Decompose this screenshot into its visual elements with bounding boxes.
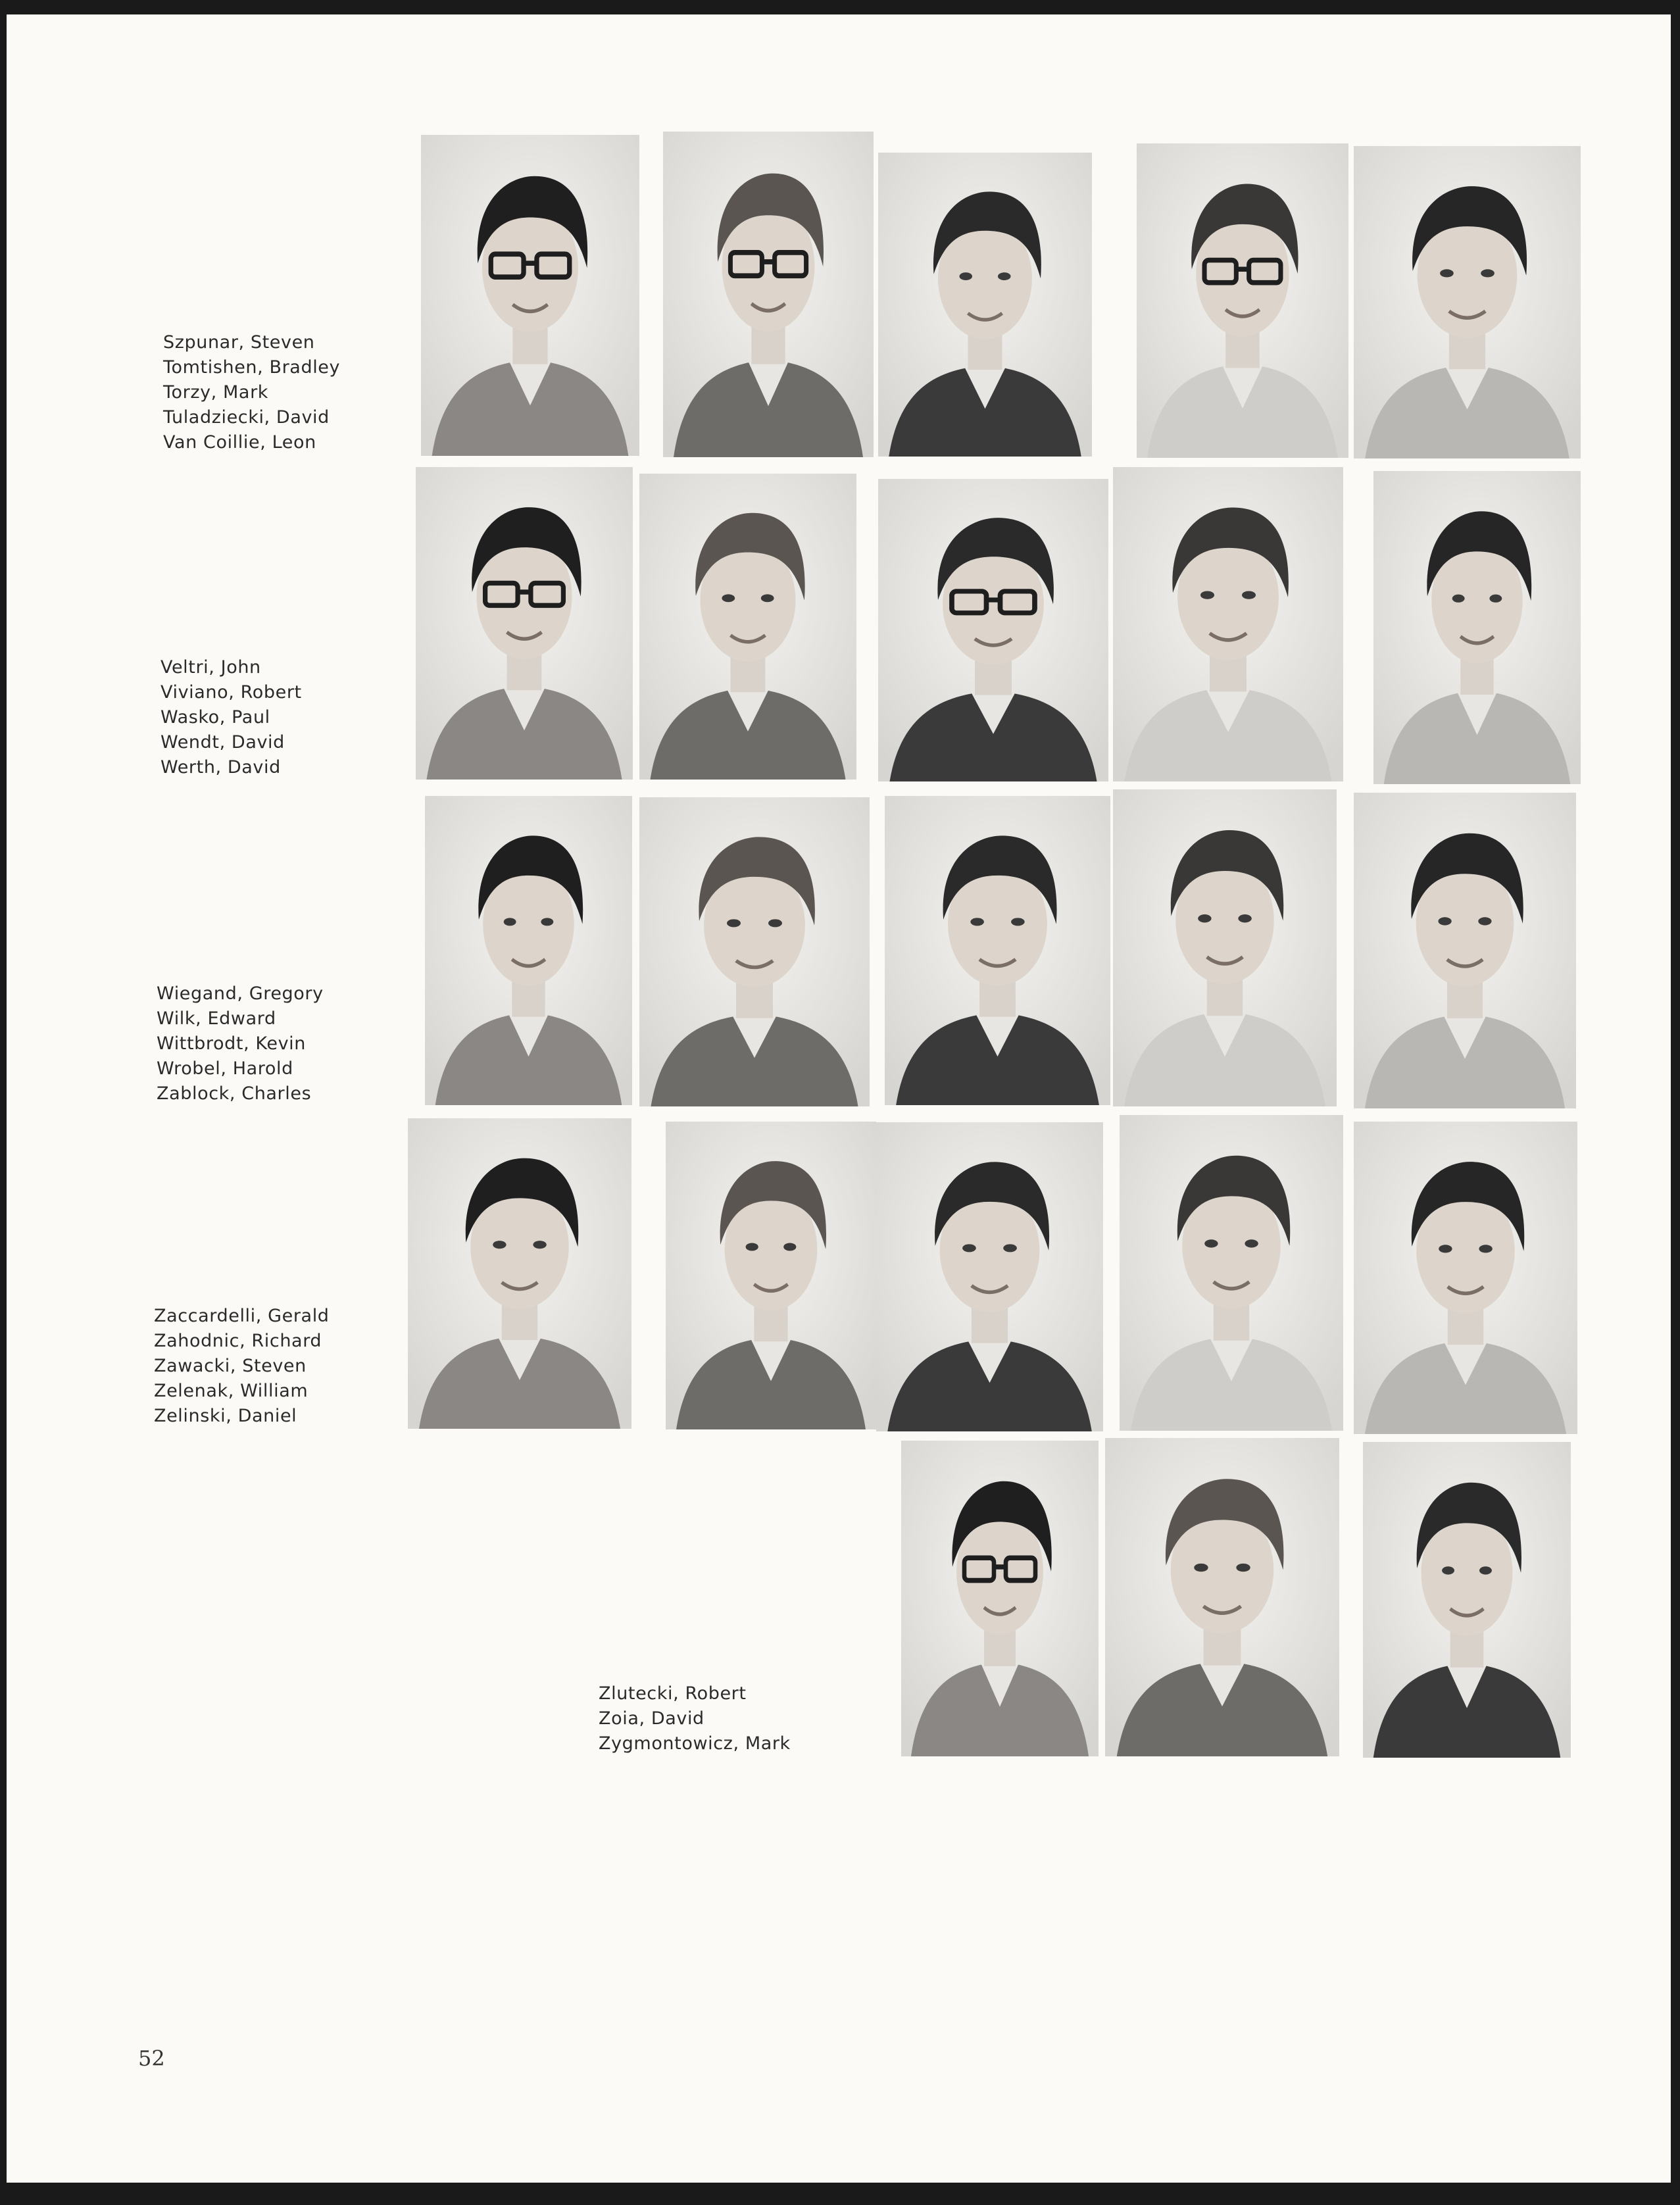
student-portrait <box>1105 1438 1339 1756</box>
student-name: Werth, David <box>161 757 281 778</box>
student-portrait <box>425 796 632 1105</box>
student-portrait <box>1373 471 1581 784</box>
student-name: Wittbrodt, Kevin <box>157 1033 306 1054</box>
name-list-row-3 <box>157 981 324 1106</box>
student-name: Zygmontowicz, Mark <box>599 1733 791 1754</box>
student-name: Wasko, Paul <box>161 707 270 728</box>
student-name: Veltri, John <box>161 657 261 678</box>
student-name: Zlutecki, Robert <box>599 1683 747 1704</box>
student-portrait <box>421 135 639 456</box>
student-portrait <box>408 1118 631 1429</box>
student-portrait <box>901 1441 1099 1756</box>
student-portrait <box>1137 143 1348 458</box>
student-portrait <box>876 1122 1103 1431</box>
student-name: Zelenak, William <box>154 1381 309 1401</box>
student-name: Zaccardelli, Gerald <box>154 1306 330 1326</box>
student-name: Tomtishen, Bradley <box>163 357 341 378</box>
name-list-row-4 <box>154 1304 330 1429</box>
student-portrait <box>878 153 1092 457</box>
student-portrait <box>1113 467 1343 781</box>
student-name: Szpunar, Steven <box>163 332 315 353</box>
student-portrait <box>416 467 633 780</box>
student-name: Zahodnic, Richard <box>154 1331 322 1351</box>
student-name: Wendt, David <box>161 732 285 753</box>
student-portrait <box>1113 789 1337 1106</box>
student-portrait <box>1354 146 1581 458</box>
student-name: Torzy, Mark <box>163 382 269 403</box>
student-name: Zelinski, Daniel <box>154 1406 297 1426</box>
student-portrait <box>1363 1442 1571 1758</box>
student-portrait <box>1354 1122 1577 1434</box>
student-portrait <box>1120 1115 1343 1431</box>
name-list-row-2 <box>161 655 302 780</box>
name-list-row-5 <box>599 1681 791 1756</box>
student-name: Zawacki, Steven <box>154 1356 307 1376</box>
name-list-row-1 <box>163 330 340 455</box>
student-name: Tuladziecki, David <box>163 407 330 428</box>
student-name: Wiegand, Gregory <box>157 983 324 1004</box>
student-name: Wilk, Edward <box>157 1008 276 1029</box>
student-name: Van Coillie, Leon <box>163 432 316 453</box>
student-portrait <box>878 479 1108 781</box>
student-portrait <box>1354 793 1576 1108</box>
student-portrait <box>663 132 874 457</box>
student-portrait <box>885 796 1110 1105</box>
student-portrait <box>639 797 870 1106</box>
scan-border <box>0 2183 1680 2205</box>
student-name: Zoia, David <box>599 1708 704 1729</box>
student-name: Wrobel, Harold <box>157 1058 293 1079</box>
student-portrait <box>639 474 856 780</box>
page-number: 52 <box>138 2046 165 2071</box>
student-name: Viviano, Robert <box>161 682 302 703</box>
student-portrait <box>666 1122 876 1429</box>
student-name: Zablock, Charles <box>157 1083 312 1104</box>
